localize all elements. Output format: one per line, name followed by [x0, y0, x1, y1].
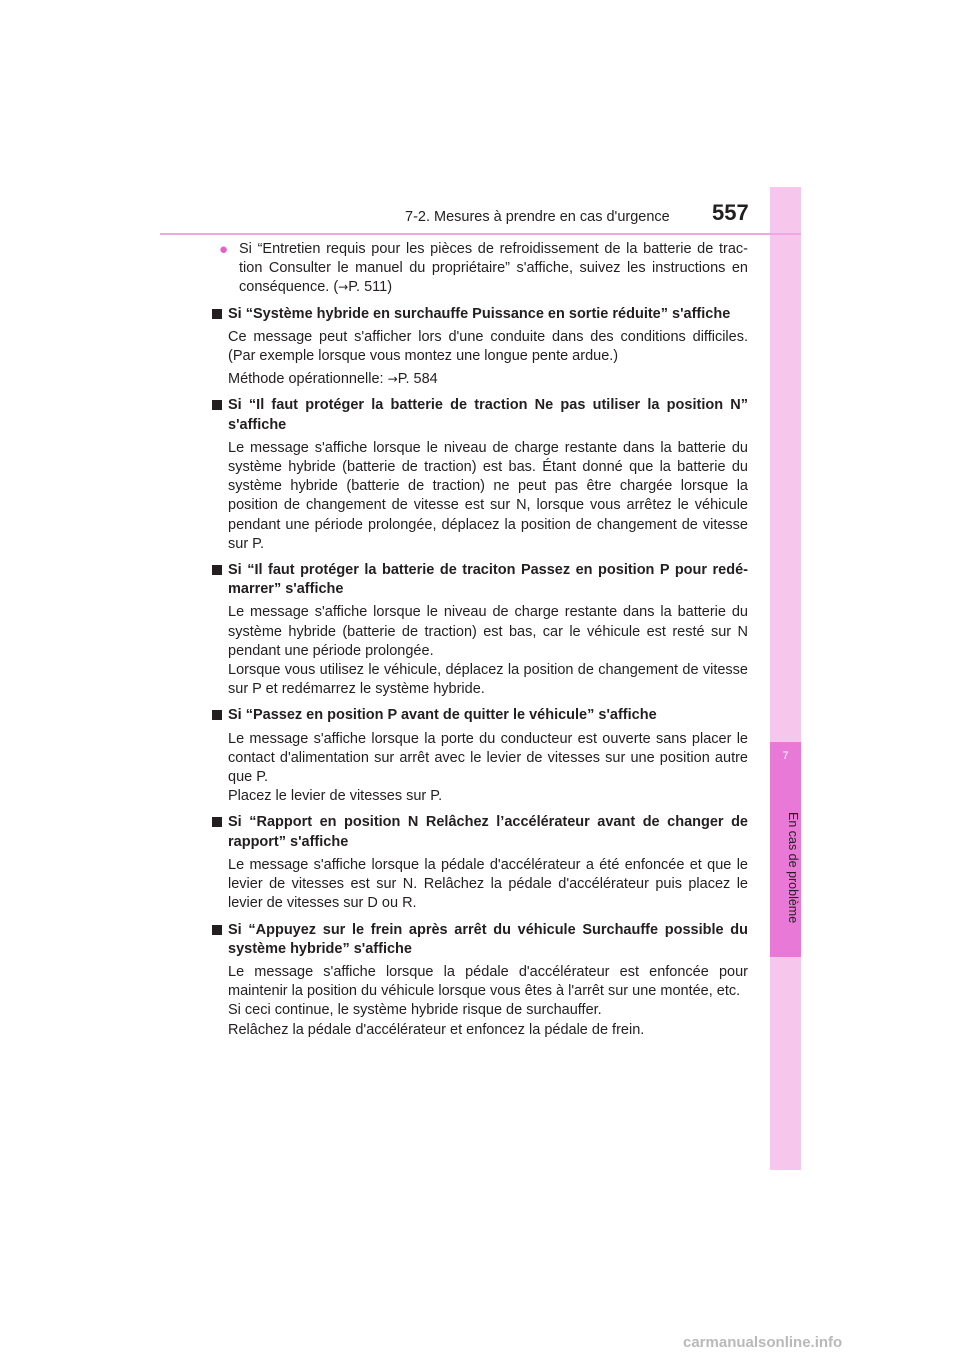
section-header: 7-2. Mesures à prendre en cas d'urgence: [405, 209, 670, 225]
side-band: [770, 187, 801, 1170]
square-bullet-icon: [212, 400, 222, 410]
section-item: [213, 305, 748, 390]
section-heading: Si “Il faut protéger la batterie de traciton Passez en position P pour redé-marrer” s'affiche: [228, 562, 748, 598]
intro-bullet-text: Si “Entretien requis pour les pièces de refroidissement de la batterie de trac-tion Consulter le manuel du propriétaire” s'affiche, suivez les instructions en conséquence. (→P. 511): [239, 241, 748, 296]
section-item: [213, 813, 748, 913]
square-bullet-icon: [212, 309, 222, 319]
chapter-number: 7: [782, 750, 789, 762]
section-item: [213, 706, 748, 806]
section-paragraph: Si ceci continue, le système hybride risque de surchauffer.: [228, 1002, 602, 1019]
header-divider: [160, 233, 801, 235]
section-heading: Si “Rapport en position N Relâchez l’accélérateur avant de changer de rapport” s'affiche: [228, 814, 748, 850]
section-paragraph: Le message s'affiche lorsque le niveau de charge restante dans la batterie du système hybride (batterie de traction) est bas, car le véhicule est resté sur N pendant une période prolongée.: [228, 604, 748, 659]
section-item: [213, 396, 748, 554]
section-paragraph: Le message s'affiche lorsque le niveau de charge restante dans la batterie du système hybride (batterie de traction) est bas. Étant donné que la batterie du système hybride (batterie de traction) ne peut pas être chargée lorsque la position de changement de vitesse est sur N, lorsque vous arrêtez le véhicule pendant une période prolongée, déplacez la position de changement de vitesse sur P.: [228, 439, 748, 552]
section-heading: Si “Appuyez sur le frein après arrêt du véhicule Surchauffe possible du système hybride” s'affiche: [228, 921, 748, 957]
section-paragraph: Lorsque vous utilisez le véhicule, déplacez la position de changement de vitesse sur P et redémarrez le système hybride.: [228, 662, 748, 698]
section-paragraph: Ce message peut s'afficher lors d'une conduite dans des conditions difficiles. (Par exemple lorsque vous montez une longue pente ardue.): [228, 328, 748, 365]
section-reference: Méthode opérationnelle: →P. 584: [228, 371, 438, 388]
square-bullet-icon: [212, 565, 222, 575]
page-number: 557: [712, 200, 749, 225]
arrow-right-icon: →: [338, 280, 349, 295]
square-bullet-icon: [212, 925, 222, 935]
section-item: [213, 921, 748, 1040]
watermark: carmanualsonline.info: [683, 1334, 843, 1351]
page-content: [213, 240, 748, 1047]
square-bullet-icon: [212, 710, 222, 720]
section-heading: Si “Passez en position P avant de quitter le véhicule” s'affiche: [228, 707, 657, 724]
section-paragraph: Relâchez la pédale d'accélérateur et enfoncez la pédale de frein.: [228, 1021, 645, 1038]
arrow-right-icon: →: [387, 372, 398, 387]
bullet-circle-icon: ●: [219, 241, 229, 258]
section-heading: Si “Système hybride en surchauffe Puissance en sortie réduite” s'affiche: [228, 305, 731, 322]
section-item: [213, 561, 748, 699]
square-bullet-icon: [212, 817, 222, 827]
intro-bullet: [213, 240, 748, 298]
chapter-title: En cas de problème: [786, 812, 800, 924]
section-heading: Si “Il faut protéger la batterie de traction Ne pas utiliser la position N” s'affiche: [228, 397, 748, 433]
section-paragraph: Le message s'affiche lorsque la pédale d'accélérateur a été enfoncée et que le levier de vitesses est sur N. Relâchez la pédale d'accélérateur puis placez le levier de vitesses sur D ou R.: [228, 856, 748, 912]
section-paragraph: Placez le levier de vitesses sur P.: [228, 788, 443, 805]
section-paragraph: Le message s'affiche lorsque la porte du conducteur est ouverte sans placer le contact d'alimentation sur arrêt avec le levier de vitesses sur une position autre que P.: [228, 730, 748, 786]
section-paragraph: Le message s'affiche lorsque la pédale d'accélérateur est enfoncée pour maintenir la position du véhicule lorsque vous êtes à l'arrêt sur une montée, etc.: [228, 963, 748, 1000]
